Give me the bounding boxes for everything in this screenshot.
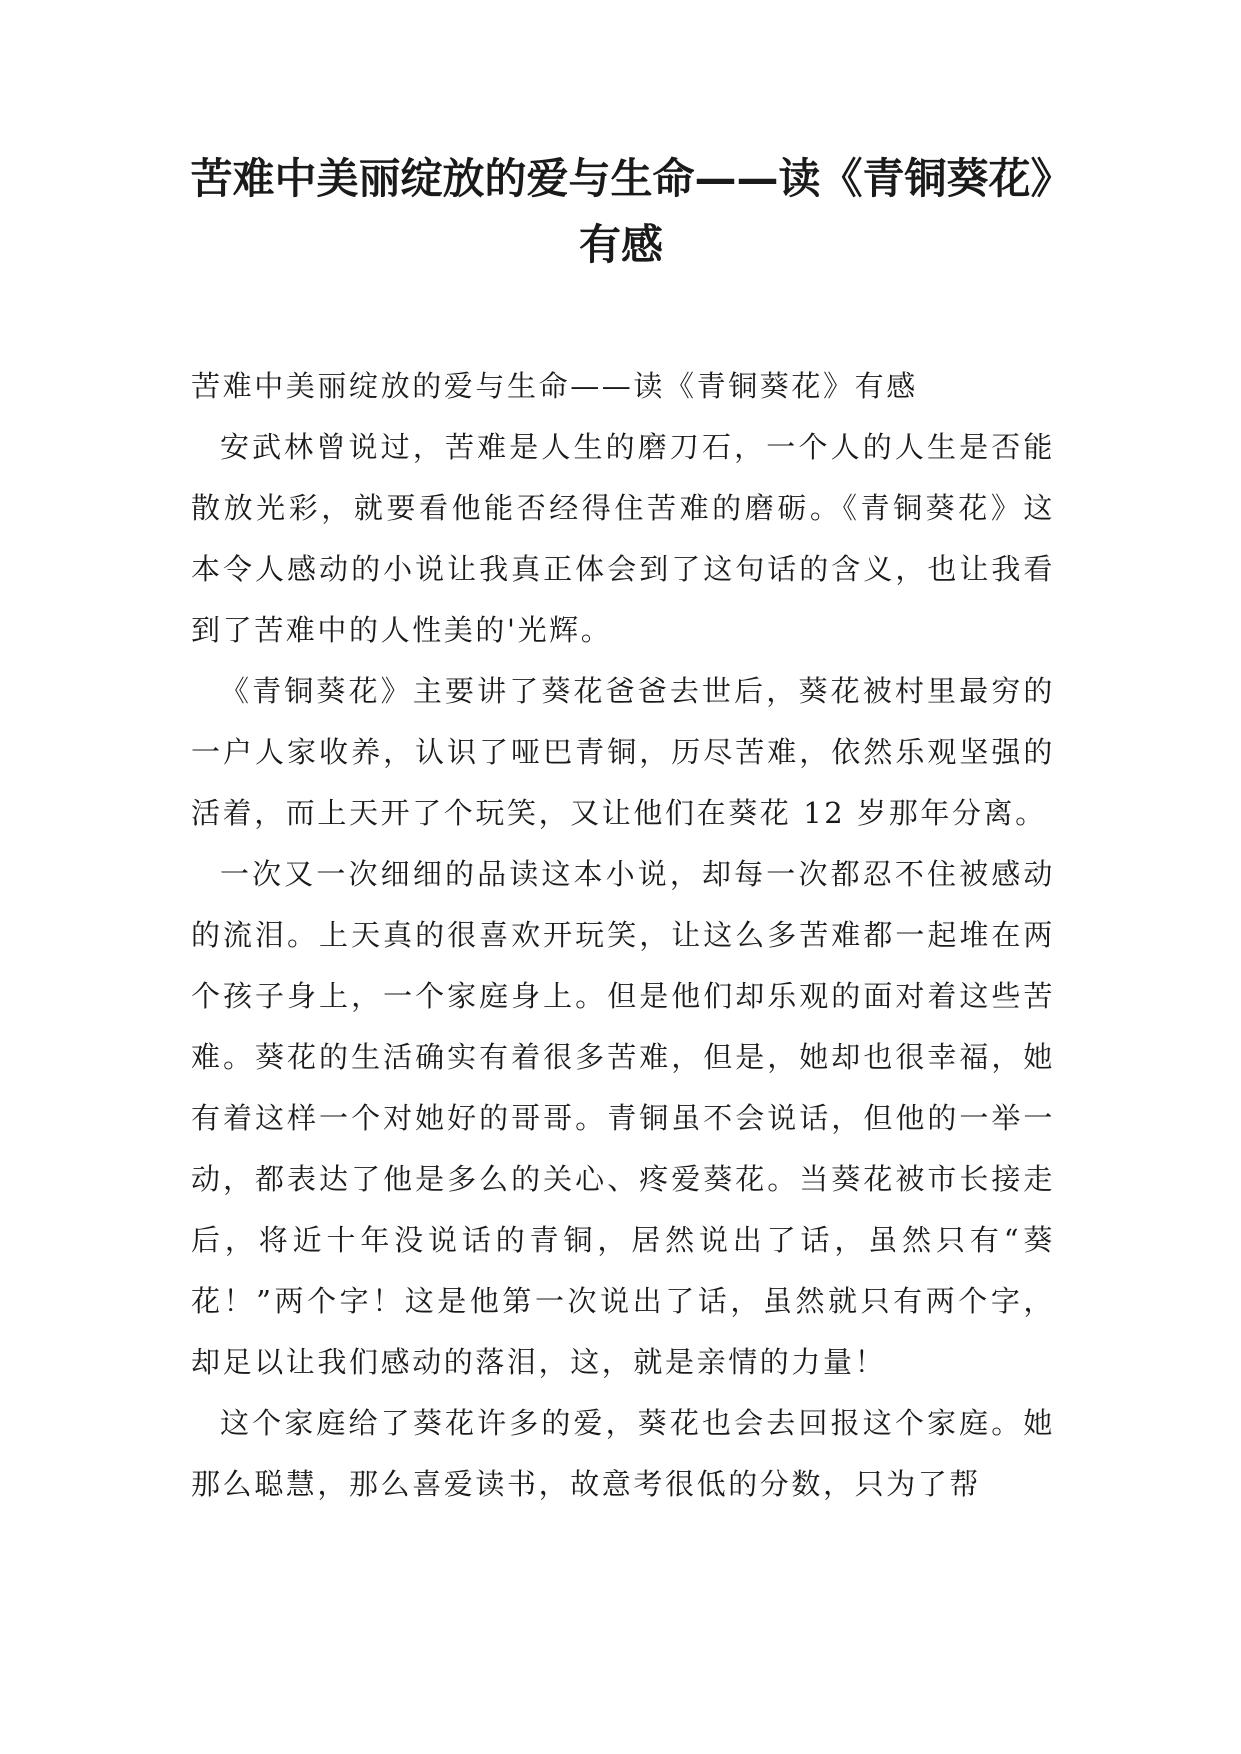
document-body bbox=[191, 356, 1055, 1515]
body-subtitle: 苦难中美丽绽放的爱与生命——读《青铜葵花》有感 bbox=[191, 369, 918, 403]
paragraph: 这个家庭给了葵花许多的爱，葵花也会去回报这个家庭。她那么聪慧，那么喜爱读书，故意考很低的分数，只为了帮 bbox=[191, 1406, 1055, 1501]
paragraph: 一次又一次细细的品读这本小说，却每一次都忍不住被感动的流泪。上天真的很喜欢开玩笑，让这么多苦难都一起堆在两个孩子身上，一个家庭身上。但是他们却乐观的面对着这些苦难。葵花的生活确实有着很多苦难，但是，她却也很幸福，她有着这样一个对她好的哥哥。青铜虽不会说话，但他的一举一动，都表达了他是多么的关心、疼爱葵花。当葵花被市长接走后，将近十年没说话的青铜，居然说出了话，虽然只有“葵花！”两个字！这是他第一次说出了话，虽然就只有两个字，却足以让我们感动的落泪，这，就是亲情的力量！ bbox=[191, 857, 1055, 1379]
paragraph: 《青铜葵花》主要讲了葵花爸爸去世后，葵花被村里最穷的一户人家收养，认识了哑巴青铜，历尽苦难，依然乐观坚强的活着，而上天开了个玩笑，又让他们在葵花 12 岁那年分离。 bbox=[191, 674, 1055, 830]
paragraph: 安武林曾说过，苦难是人生的磨刀石，一个人的人生是否能散放光彩，就要看他能否经得住苦难的磨砺。《青铜葵花》这本令人感动的小说让我真正体会到了这句话的含义，也让我看到了苦难中的人性美的'光辉。 bbox=[191, 430, 1055, 647]
document-title: 苦难中美丽绽放的爱与生命——读《青铜葵花》有感 bbox=[190, 154, 1052, 269]
